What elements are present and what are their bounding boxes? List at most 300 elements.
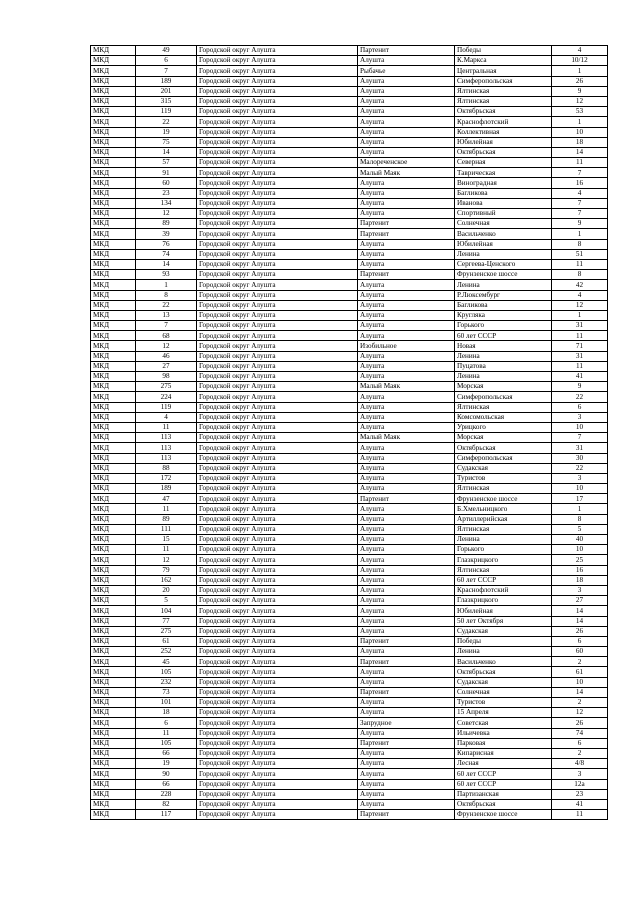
cell-street: 60 лет СССР xyxy=(455,769,552,779)
cell-street: Багликова xyxy=(455,300,552,310)
cell-street: Ялтинская xyxy=(455,402,552,412)
table-row xyxy=(91,585,608,595)
cell-locality: Партенит xyxy=(358,687,455,697)
cell-locality: Алушта xyxy=(358,708,455,718)
cell-okrug: Городской округ Алушта xyxy=(197,687,358,697)
cell-locality: Алушта xyxy=(358,56,455,66)
cell-house: 4 xyxy=(552,188,608,198)
cell-street: Северная xyxy=(455,158,552,168)
table-row xyxy=(91,687,608,697)
cell-street: Туристов xyxy=(455,698,552,708)
cell-type: МКД xyxy=(91,779,136,789)
cell-number: 76 xyxy=(136,239,197,249)
cell-okrug: Городской округ Алушта xyxy=(197,738,358,748)
cell-locality: Алушта xyxy=(358,310,455,320)
table-row xyxy=(91,96,608,106)
cell-number: 46 xyxy=(136,351,197,361)
cell-number: 224 xyxy=(136,392,197,402)
cell-type: МКД xyxy=(91,769,136,779)
cell-number: 49 xyxy=(136,46,197,56)
cell-okrug: Городской округ Алушта xyxy=(197,66,358,76)
cell-okrug: Городской округ Алушта xyxy=(197,494,358,504)
cell-type: МКД xyxy=(91,76,136,86)
cell-house: 11 xyxy=(552,361,608,371)
cell-type: МКД xyxy=(91,799,136,809)
cell-house: 4 xyxy=(552,290,608,300)
table-row xyxy=(91,86,608,96)
cell-number: 98 xyxy=(136,372,197,382)
cell-street: Глазкрицкого xyxy=(455,555,552,565)
cell-locality: Партенит xyxy=(358,46,455,56)
table-row xyxy=(91,504,608,514)
cell-house: 31 xyxy=(552,351,608,361)
cell-house: 61 xyxy=(552,667,608,677)
cell-okrug: Городской округ Алушта xyxy=(197,463,358,473)
cell-okrug: Городской округ Алушта xyxy=(197,596,358,606)
cell-locality: Алушта xyxy=(358,779,455,789)
table-row xyxy=(91,382,608,392)
cell-locality: Алушта xyxy=(358,606,455,616)
cell-type: МКД xyxy=(91,565,136,575)
cell-house: 25 xyxy=(552,555,608,565)
cell-type: МКД xyxy=(91,636,136,646)
cell-number: 113 xyxy=(136,433,197,443)
cell-number: 11 xyxy=(136,504,197,514)
cell-okrug: Городской округ Алушта xyxy=(197,310,358,320)
cell-locality: Алушта xyxy=(358,728,455,738)
cell-street: Ялтинская xyxy=(455,96,552,106)
cell-house: 8 xyxy=(552,239,608,249)
cell-house: 3 xyxy=(552,412,608,422)
cell-street: Р.Люксембург xyxy=(455,290,552,300)
cell-locality: Алушта xyxy=(358,463,455,473)
cell-street: Ленина xyxy=(455,280,552,290)
table-row xyxy=(91,616,608,626)
cell-number: 119 xyxy=(136,402,197,412)
cell-street: Ленина xyxy=(455,351,552,361)
cell-street: Ленина xyxy=(455,535,552,545)
cell-number: 88 xyxy=(136,463,197,473)
cell-locality: Алушта xyxy=(358,524,455,534)
cell-okrug: Городской округ Алушта xyxy=(197,667,358,677)
table-row xyxy=(91,178,608,188)
cell-type: МКД xyxy=(91,86,136,96)
cell-okrug: Городской округ Алушта xyxy=(197,96,358,106)
cell-locality: Партенит xyxy=(358,738,455,748)
cell-house: 8 xyxy=(552,514,608,524)
cell-locality: Алушта xyxy=(358,585,455,595)
cell-type: МКД xyxy=(91,677,136,687)
cell-okrug: Городской округ Алушта xyxy=(197,514,358,524)
cell-locality: Алушта xyxy=(358,565,455,575)
cell-type: МКД xyxy=(91,402,136,412)
table-row xyxy=(91,392,608,402)
cell-locality: Алушта xyxy=(358,96,455,106)
cell-type: МКД xyxy=(91,137,136,147)
buildings-table xyxy=(90,45,608,820)
table-row xyxy=(91,769,608,779)
cell-type: МКД xyxy=(91,657,136,667)
cell-locality: Алушта xyxy=(358,647,455,657)
cell-house: 22 xyxy=(552,463,608,473)
cell-house: 7 xyxy=(552,433,608,443)
table-row xyxy=(91,127,608,137)
cell-house: 11 xyxy=(552,331,608,341)
cell-street: Васильченко xyxy=(455,657,552,667)
cell-locality: Алушта xyxy=(358,616,455,626)
cell-house: 10 xyxy=(552,545,608,555)
cell-house: 6 xyxy=(552,738,608,748)
table-row xyxy=(91,310,608,320)
table-row xyxy=(91,738,608,748)
cell-house: 12 xyxy=(552,300,608,310)
cell-street: Фрунзенское шоссе xyxy=(455,810,552,820)
cell-type: МКД xyxy=(91,219,136,229)
cell-number: 172 xyxy=(136,473,197,483)
cell-street: Ленина xyxy=(455,249,552,259)
cell-house: 7 xyxy=(552,209,608,219)
cell-type: МКД xyxy=(91,259,136,269)
cell-street: Горького xyxy=(455,321,552,331)
cell-type: МКД xyxy=(91,321,136,331)
cell-street: Спортивный xyxy=(455,209,552,219)
cell-locality: Алушта xyxy=(358,667,455,677)
cell-okrug: Городской округ Алушта xyxy=(197,46,358,56)
cell-number: 189 xyxy=(136,484,197,494)
cell-number: 13 xyxy=(136,310,197,320)
cell-number: 27 xyxy=(136,361,197,371)
cell-street: Ленина xyxy=(455,372,552,382)
table-row xyxy=(91,402,608,412)
cell-house: 1 xyxy=(552,504,608,514)
cell-number: 11 xyxy=(136,545,197,555)
cell-street: Октябрьская xyxy=(455,443,552,453)
cell-street: 50 лет Октября xyxy=(455,616,552,626)
cell-type: МКД xyxy=(91,473,136,483)
cell-okrug: Городской округ Алушта xyxy=(197,728,358,738)
cell-house: 9 xyxy=(552,382,608,392)
cell-house: 7 xyxy=(552,198,608,208)
cell-number: 113 xyxy=(136,443,197,453)
cell-locality: Алушта xyxy=(358,239,455,249)
cell-house: 18 xyxy=(552,137,608,147)
cell-street: Октябрьская xyxy=(455,667,552,677)
cell-number: 22 xyxy=(136,300,197,310)
cell-house: 27 xyxy=(552,596,608,606)
cell-type: МКД xyxy=(91,178,136,188)
cell-okrug: Городской округ Алушта xyxy=(197,677,358,687)
cell-number: 73 xyxy=(136,687,197,697)
cell-type: МКД xyxy=(91,270,136,280)
cell-type: МКД xyxy=(91,412,136,422)
cell-house: 11 xyxy=(552,158,608,168)
cell-number: 66 xyxy=(136,748,197,758)
cell-locality: Алушта xyxy=(358,86,455,96)
cell-house: 74 xyxy=(552,728,608,738)
cell-number: 11 xyxy=(136,422,197,432)
table-row xyxy=(91,56,608,66)
cell-type: МКД xyxy=(91,687,136,697)
cell-number: 60 xyxy=(136,178,197,188)
cell-street: Коллективная xyxy=(455,127,552,137)
cell-house: 41 xyxy=(552,799,608,809)
cell-okrug: Городской округ Алушта xyxy=(197,484,358,494)
cell-okrug: Городской округ Алушта xyxy=(197,239,358,249)
cell-street: Ялтинская xyxy=(455,86,552,96)
table-row xyxy=(91,147,608,157)
cell-okrug: Городской округ Алушта xyxy=(197,748,358,758)
cell-type: МКД xyxy=(91,555,136,565)
table-body xyxy=(91,46,608,820)
cell-house: 4/8 xyxy=(552,759,608,769)
cell-type: МКД xyxy=(91,127,136,137)
cell-number: 5 xyxy=(136,596,197,606)
cell-type: МКД xyxy=(91,433,136,443)
cell-type: МКД xyxy=(91,463,136,473)
cell-locality: Малый Маяк xyxy=(358,433,455,443)
cell-okrug: Городской округ Алушта xyxy=(197,351,358,361)
cell-house: 12а xyxy=(552,779,608,789)
cell-house: 3 xyxy=(552,585,608,595)
cell-okrug: Городской округ Алушта xyxy=(197,229,358,239)
table-row xyxy=(91,718,608,728)
cell-locality: Алушта xyxy=(358,514,455,524)
cell-locality: Алушта xyxy=(358,127,455,137)
table-row xyxy=(91,484,608,494)
cell-okrug: Городской округ Алушта xyxy=(197,209,358,219)
cell-locality: Алушта xyxy=(358,402,455,412)
cell-street: Туристов xyxy=(455,473,552,483)
table-row xyxy=(91,198,608,208)
cell-house: 41 xyxy=(552,372,608,382)
cell-number: 57 xyxy=(136,158,197,168)
cell-house: 42 xyxy=(552,280,608,290)
cell-type: МКД xyxy=(91,545,136,555)
cell-street: Пуцатова xyxy=(455,361,552,371)
cell-okrug: Городской округ Алушта xyxy=(197,524,358,534)
cell-okrug: Городской округ Алушта xyxy=(197,270,358,280)
cell-locality: Алушта xyxy=(358,351,455,361)
cell-number: 90 xyxy=(136,769,197,779)
cell-type: МКД xyxy=(91,667,136,677)
cell-street: Новая xyxy=(455,341,552,351)
cell-locality: Алушта xyxy=(358,290,455,300)
cell-house: 11 xyxy=(552,810,608,820)
table-row xyxy=(91,331,608,341)
cell-street: Краснофлотский xyxy=(455,585,552,595)
cell-okrug: Городской округ Алушта xyxy=(197,259,358,269)
cell-type: МКД xyxy=(91,596,136,606)
cell-okrug: Городской округ Алушта xyxy=(197,443,358,453)
cell-number: 134 xyxy=(136,198,197,208)
cell-house: 60 xyxy=(552,647,608,657)
cell-type: МКД xyxy=(91,351,136,361)
cell-okrug: Городской округ Алушта xyxy=(197,168,358,178)
cell-locality: Алушта xyxy=(358,147,455,157)
cell-locality: Алушта xyxy=(358,178,455,188)
cell-house: 1 xyxy=(552,66,608,76)
cell-type: МКД xyxy=(91,290,136,300)
cell-locality: Алушта xyxy=(358,280,455,290)
cell-type: МКД xyxy=(91,626,136,636)
cell-house: 16 xyxy=(552,565,608,575)
cell-number: 39 xyxy=(136,229,197,239)
table-row xyxy=(91,545,608,555)
cell-type: МКД xyxy=(91,392,136,402)
cell-okrug: Городской округ Алушта xyxy=(197,657,358,667)
cell-street: Центральная xyxy=(455,66,552,76)
cell-type: МКД xyxy=(91,718,136,728)
cell-locality: Алушта xyxy=(358,209,455,219)
cell-number: 47 xyxy=(136,494,197,504)
cell-number: 19 xyxy=(136,759,197,769)
cell-type: МКД xyxy=(91,647,136,657)
table-row xyxy=(91,555,608,565)
cell-house: 6 xyxy=(552,402,608,412)
cell-locality: Алушта xyxy=(358,759,455,769)
cell-number: 11 xyxy=(136,728,197,738)
cell-type: МКД xyxy=(91,147,136,157)
cell-house: 14 xyxy=(552,147,608,157)
cell-okrug: Городской округ Алушта xyxy=(197,606,358,616)
cell-number: 275 xyxy=(136,382,197,392)
cell-locality: Алушта xyxy=(358,331,455,341)
cell-okrug: Городской округ Алушта xyxy=(197,341,358,351)
cell-street: Октябрьская xyxy=(455,147,552,157)
cell-okrug: Городской округ Алушта xyxy=(197,433,358,443)
cell-locality: Алушта xyxy=(358,198,455,208)
cell-okrug: Городской округ Алушта xyxy=(197,372,358,382)
table-row xyxy=(91,626,608,636)
cell-number: 12 xyxy=(136,555,197,565)
cell-okrug: Городской округ Алушта xyxy=(197,759,358,769)
table-row xyxy=(91,249,608,259)
cell-okrug: Городской округ Алушта xyxy=(197,147,358,157)
cell-number: 19 xyxy=(136,127,197,137)
table-row xyxy=(91,219,608,229)
cell-locality: Партенит xyxy=(358,270,455,280)
cell-okrug: Городской округ Алушта xyxy=(197,290,358,300)
cell-street: Победы xyxy=(455,636,552,646)
table-row xyxy=(91,351,608,361)
cell-house: 22 xyxy=(552,392,608,402)
cell-house: 8 xyxy=(552,270,608,280)
cell-street: Ильичевка xyxy=(455,728,552,738)
cell-house: 16 xyxy=(552,178,608,188)
cell-number: 1 xyxy=(136,280,197,290)
cell-okrug: Городской округ Алушта xyxy=(197,473,358,483)
table-row xyxy=(91,239,608,249)
cell-locality: Алушта xyxy=(358,555,455,565)
cell-street: Глазкрицкого xyxy=(455,596,552,606)
cell-house: 12 xyxy=(552,96,608,106)
cell-type: МКД xyxy=(91,188,136,198)
table-row xyxy=(91,229,608,239)
cell-okrug: Городской округ Алушта xyxy=(197,412,358,422)
cell-type: МКД xyxy=(91,453,136,463)
cell-house: 12 xyxy=(552,708,608,718)
cell-locality: Алушта xyxy=(358,799,455,809)
table-row xyxy=(91,117,608,127)
cell-type: МКД xyxy=(91,789,136,799)
cell-house: 17 xyxy=(552,494,608,504)
cell-street: Судакская xyxy=(455,626,552,636)
cell-street: 15 Апреля xyxy=(455,708,552,718)
table-row xyxy=(91,168,608,178)
cell-street: Ялтинская xyxy=(455,565,552,575)
cell-type: МКД xyxy=(91,66,136,76)
cell-number: 77 xyxy=(136,616,197,626)
cell-house: 1 xyxy=(552,229,608,239)
cell-number: 14 xyxy=(136,147,197,157)
cell-locality: Алушта xyxy=(358,117,455,127)
cell-house: 4 xyxy=(552,46,608,56)
cell-street: Краснофлотский xyxy=(455,117,552,127)
cell-okrug: Городской округ Алушта xyxy=(197,158,358,168)
cell-okrug: Городской округ Алушта xyxy=(197,188,358,198)
cell-street: Морская xyxy=(455,433,552,443)
cell-number: 12 xyxy=(136,209,197,219)
table-row xyxy=(91,361,608,371)
cell-okrug: Городской округ Алушта xyxy=(197,361,358,371)
table-row xyxy=(91,728,608,738)
table-row xyxy=(91,270,608,280)
cell-street: Ялтинская xyxy=(455,484,552,494)
cell-okrug: Городской округ Алушта xyxy=(197,219,358,229)
table-row xyxy=(91,341,608,351)
cell-number: 162 xyxy=(136,575,197,585)
cell-okrug: Городской округ Алушта xyxy=(197,636,358,646)
cell-locality: Алушта xyxy=(358,107,455,117)
table-row xyxy=(91,463,608,473)
cell-house: 7 xyxy=(552,168,608,178)
cell-okrug: Городской округ Алушта xyxy=(197,56,358,66)
cell-street: Советская xyxy=(455,718,552,728)
cell-number: 20 xyxy=(136,585,197,595)
cell-number: 14 xyxy=(136,259,197,269)
cell-okrug: Городской округ Алушта xyxy=(197,392,358,402)
cell-okrug: Городской округ Алушта xyxy=(197,708,358,718)
cell-house: 23 xyxy=(552,789,608,799)
table-row xyxy=(91,698,608,708)
table-row xyxy=(91,524,608,534)
cell-type: МКД xyxy=(91,698,136,708)
table-row xyxy=(91,636,608,646)
cell-type: МКД xyxy=(91,504,136,514)
cell-okrug: Городской округ Алушта xyxy=(197,698,358,708)
cell-number: 15 xyxy=(136,535,197,545)
cell-okrug: Городской округ Алушта xyxy=(197,86,358,96)
table-row xyxy=(91,433,608,443)
cell-number: 104 xyxy=(136,606,197,616)
cell-number: 6 xyxy=(136,56,197,66)
cell-locality: Алушта xyxy=(358,535,455,545)
cell-type: МКД xyxy=(91,606,136,616)
cell-locality: Алушта xyxy=(358,473,455,483)
cell-type: МКД xyxy=(91,494,136,504)
table-row xyxy=(91,514,608,524)
cell-type: МКД xyxy=(91,280,136,290)
cell-number: 6 xyxy=(136,718,197,728)
cell-locality: Алушта xyxy=(358,422,455,432)
cell-type: МКД xyxy=(91,96,136,106)
cell-locality: Запрудное xyxy=(358,718,455,728)
cell-locality: Алушта xyxy=(358,321,455,331)
cell-street: 60 лет СССР xyxy=(455,779,552,789)
cell-type: МКД xyxy=(91,382,136,392)
cell-number: 7 xyxy=(136,321,197,331)
cell-okrug: Городской округ Алушта xyxy=(197,249,358,259)
